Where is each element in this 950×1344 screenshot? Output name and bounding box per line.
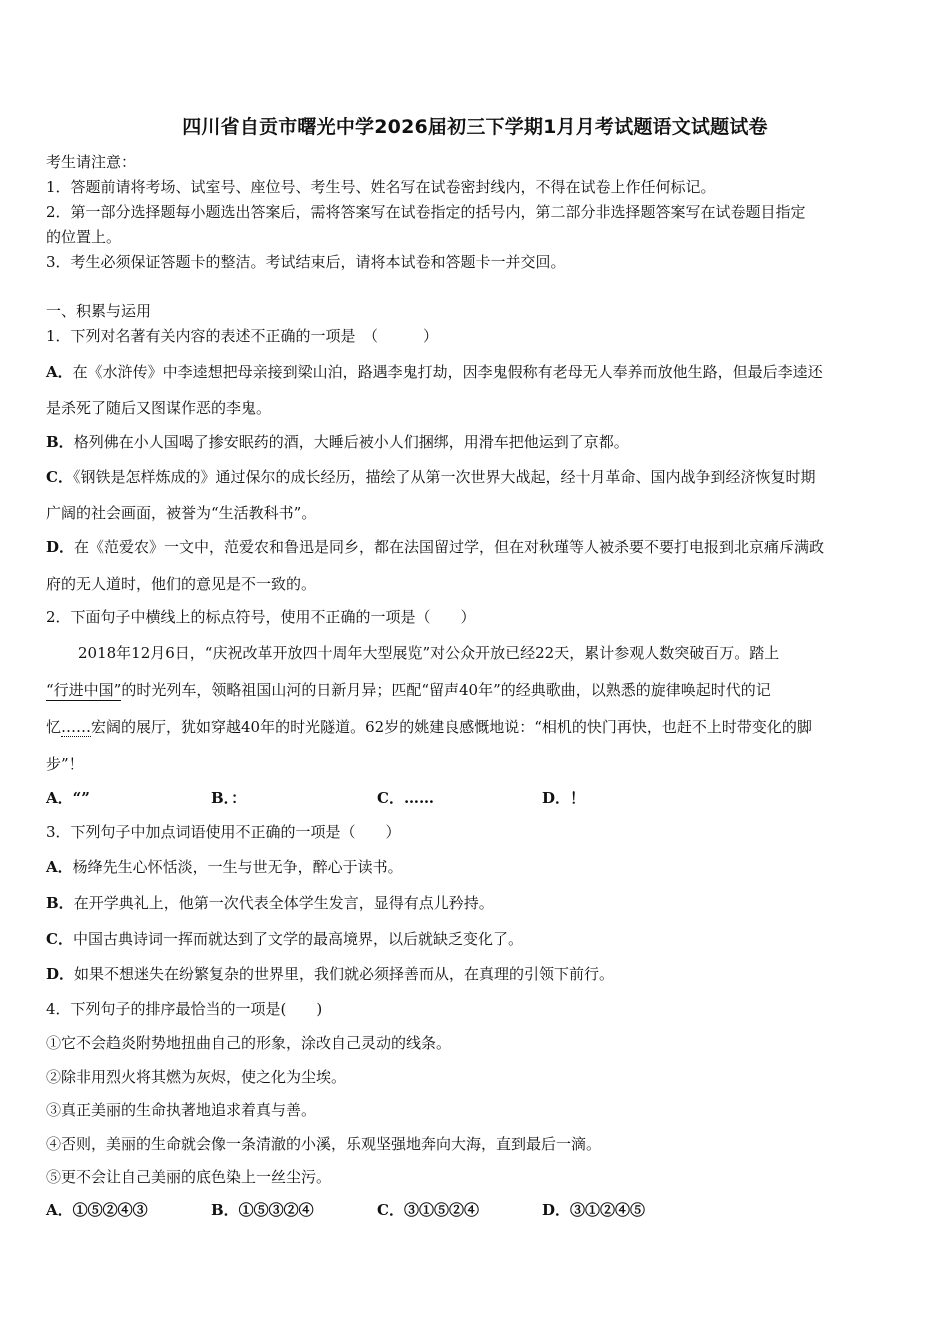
q2-option-d: D．！ xyxy=(542,789,586,807)
option-label: D． xyxy=(46,538,75,556)
notice-item: 的位置上。 xyxy=(46,228,122,246)
option-label: C． xyxy=(46,468,73,486)
q2-option-c: C．…… xyxy=(377,789,434,807)
underlined-text: “行进中国” xyxy=(46,681,122,699)
q2-passage-line: 2018年12月6日，“庆祝改革开放四十周年大型展览”对公众开放已经22天，累计参观人数突破百万。踏上 xyxy=(78,644,780,662)
q3-stem: 3．下列句子中加点词语使用不正确的一项是（ ） xyxy=(46,823,401,841)
q2-passage-line xyxy=(46,717,812,737)
q4-sentence: ④否则，美丽的生命就会像一条清澈的小溪，乐观坚强地奔向大海，直到最后一滴。 xyxy=(46,1135,602,1153)
q1-option-c-cont: 广阔的社会画面，被誉为“生活教科书”。 xyxy=(46,504,317,522)
option-label: D． xyxy=(46,965,75,983)
option-label: B． xyxy=(46,894,74,912)
q1-option-a xyxy=(46,362,823,382)
option-text: 在《水浒传》中李逵想把母亲接到梁山泊，路遇李鬼打劫，因李鬼假称有老母无人奉养而放他生路，但最后李逵还 xyxy=(72,363,823,381)
q4-option-a: A．①⑤②④③ xyxy=(46,1201,148,1219)
page-title: 四川省自贡市曙光中学2026届初三下学期1月月考试题语文试题试卷 xyxy=(182,116,768,138)
q4-sentence: ①它不会趋炎附势地扭曲自己的形象，涂改自己灵动的线条。 xyxy=(46,1034,452,1052)
q1-option-a-cont: 是杀死了随后又图谋作恶的李鬼。 xyxy=(46,399,272,417)
option-label: A． xyxy=(46,363,73,381)
passage-text: 宏阔的展厅，犹如穿越40年的时光隧道。62岁的姚建良感慨地说：“相机的快门再快，也赶不上时带变化的脚 xyxy=(91,718,812,736)
q1-option-b xyxy=(46,432,629,452)
q3-option-c xyxy=(46,929,523,949)
notice-item: 3．考生必须保证答题卡的整洁。考试结束后，请将本试卷和答题卡一并交回。 xyxy=(46,253,566,271)
q4-sentence: ③真正美丽的生命执著地追求着真与善。 xyxy=(46,1101,317,1119)
option-text: 如果不想迷失在纷繁复杂的世界里，我们就必须择善而从，在真理的引领下前行。 xyxy=(74,965,615,983)
option-label: B． xyxy=(46,433,74,451)
q1-option-c xyxy=(46,467,815,487)
q2-passage-line xyxy=(46,680,771,700)
notice-heading: 考生请注意： xyxy=(46,153,137,171)
option-text: 在开学典礼上，他第一次代表全体学生发言，显得有点儿矜持。 xyxy=(73,894,494,912)
underlined-ellipsis: …… xyxy=(61,718,92,736)
notice-item: 1．答题前请将考场、试室号、座位号、考生号、姓名写在试卷密封线内，不得在试卷上作任何标记。 xyxy=(46,178,716,196)
q2-option-b: B．： xyxy=(211,789,247,807)
q1-option-d xyxy=(46,537,824,557)
q4-stem: 4．下列句子的排序最恰当的一项是( ) xyxy=(46,1000,323,1018)
q3-option-a xyxy=(46,857,403,877)
q3-option-b xyxy=(46,893,494,913)
section-heading: 一、积累与运用 xyxy=(46,302,152,320)
q4-sentence: ⑤更不会让自己美丽的底色染上一丝尘污。 xyxy=(46,1168,332,1186)
q2-option-a: A．“” xyxy=(46,789,90,807)
option-text: 中国古典诗词一挥而就达到了文学的最高境界，以后就缺乏变化了。 xyxy=(72,930,523,948)
option-label: A． xyxy=(46,858,73,876)
q3-option-d xyxy=(46,964,614,984)
q2-stem: 2．下面句子中横线上的标点符号，使用不正确的一项是（ ） xyxy=(46,608,476,626)
q4-sentence: ②除非用烈火将其燃为灰烬，使之化为尘埃。 xyxy=(46,1068,347,1086)
passage-text: 的时光列车，领略祖国山河的日新月异；匹配“留声40年”的经典歌曲，以熟悉的旋律唤起时代的记 xyxy=(121,681,771,699)
option-text: 在《范爱农》一文中，范爱农和鲁迅是同乡，都在法国留过学，但在对秋瑾等人被杀要不要打电报到北京痛斥满政 xyxy=(74,538,825,556)
q4-option-b: B．①⑤③②④ xyxy=(211,1201,314,1219)
q1-stem: 1．下列对名著有关内容的表述不正确的一项是 （ ） xyxy=(46,327,439,345)
notice-item: 2．第一部分选择题每小题选出答案后，需将答案写在试卷指定的括号内，第二部分非选择题答案写在试卷题目指定 xyxy=(46,203,806,221)
option-text: 杨绛先生心怀恬淡，一生与世无争，醉心于读书。 xyxy=(72,858,403,876)
q2-passage-line: 步”！ xyxy=(46,755,84,773)
q4-option-d: D．③①②④⑤ xyxy=(542,1201,646,1219)
q1-option-d-cont: 府的无人道时，他们的意见是不一致的。 xyxy=(46,575,317,593)
option-label: C． xyxy=(46,930,73,948)
passage-text: 忆 xyxy=(46,718,62,736)
option-text: 格列佛在小人国喝了掺安眠药的酒，大睡后被小人们捆绑，用滑车把他运到了京都。 xyxy=(73,433,629,451)
q4-option-c: C．③①⑤②④ xyxy=(377,1201,479,1219)
option-text: 《钢铁是怎样炼成的》通过保尔的成长经历，描绘了从第一次世界大战起，经十月革命、国内战争到经济恢复时期 xyxy=(72,468,816,486)
